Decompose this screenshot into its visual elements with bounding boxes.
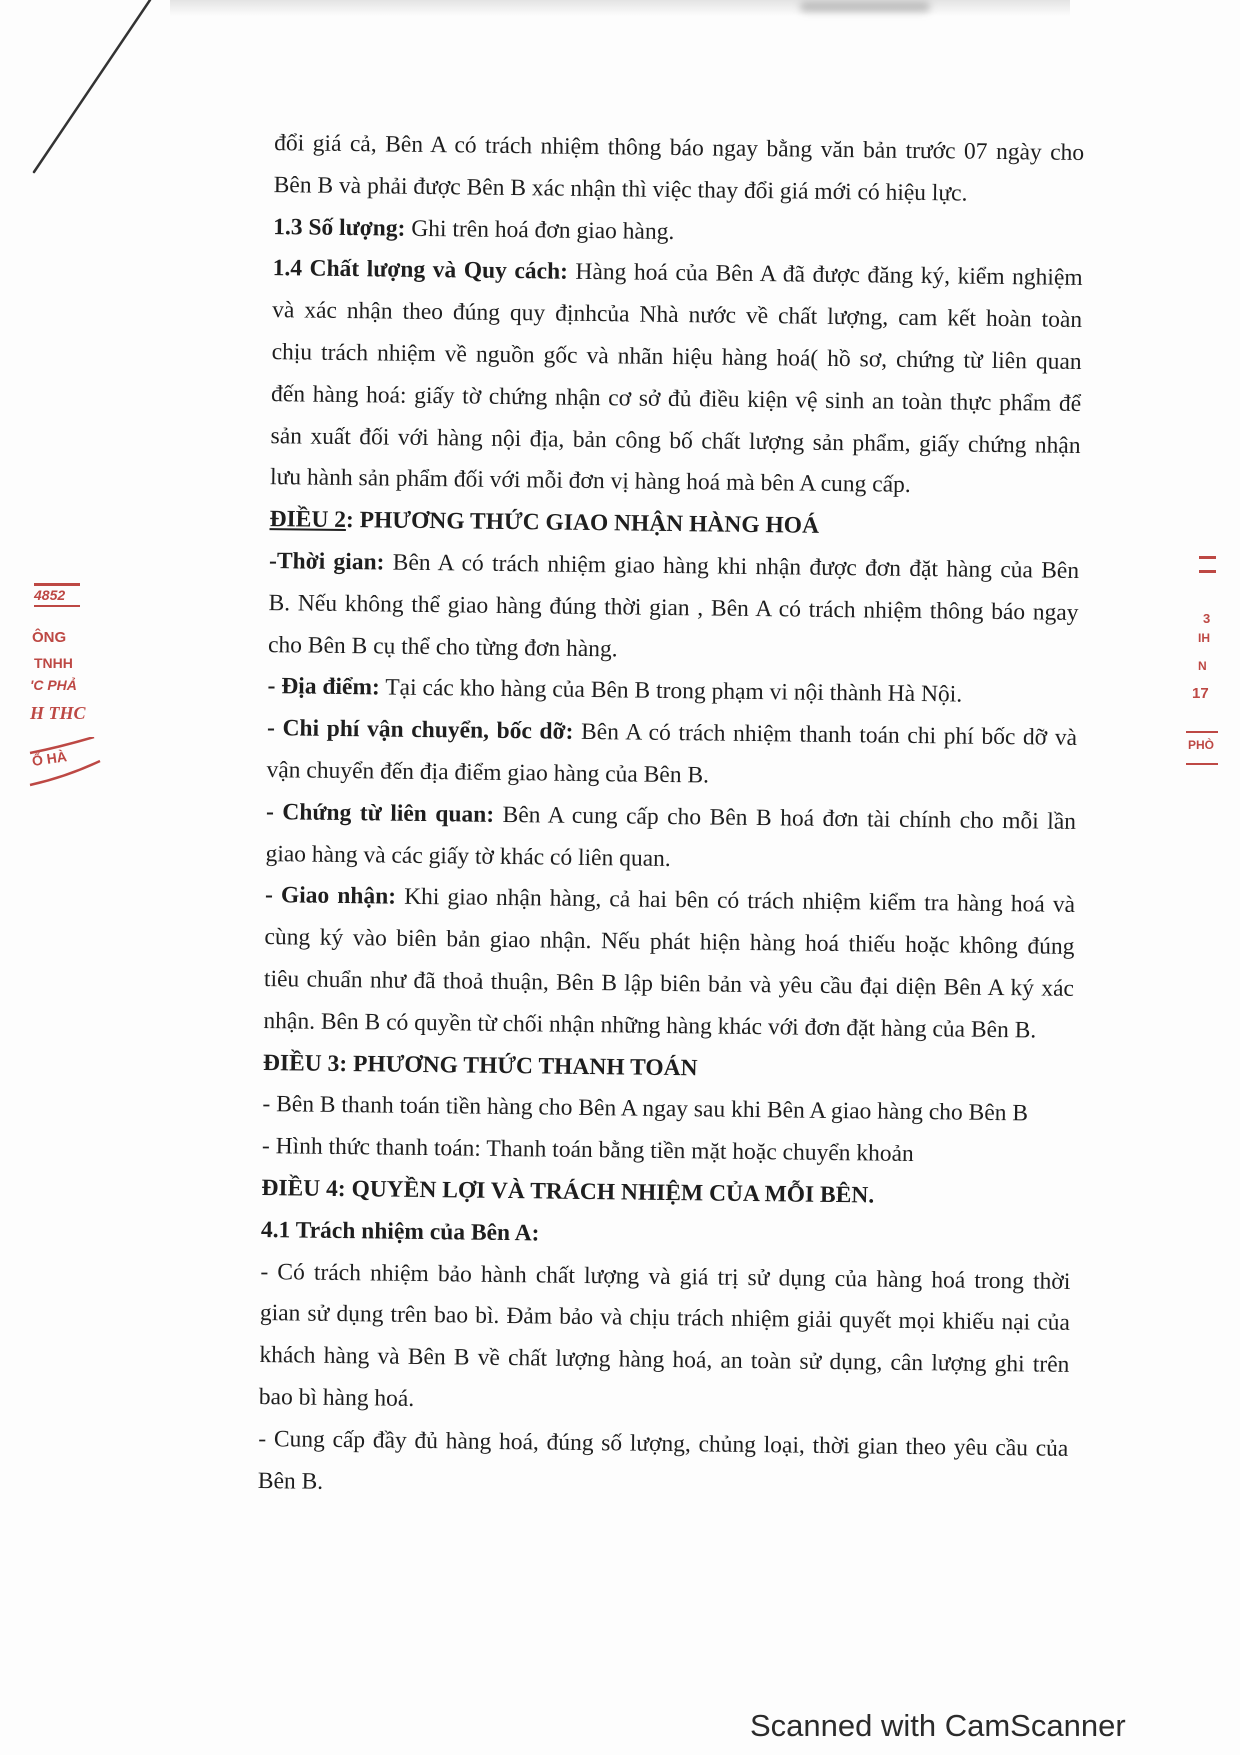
line-text: Bên A cung cấp cho Bên B hoá đơn tài chính cho mỗi lần <box>502 801 1077 835</box>
clause-label: - Địa điểm: <box>267 673 380 701</box>
line-text: giao hàng và các giấy tờ khác có liên quan. <box>265 840 671 872</box>
line-text: sản xuất đối với hàng nội địa, bản công bố chất lượng sản phẩm, giấy chứng nhận <box>270 422 1081 459</box>
clause-label: - Chứng từ liên quan: <box>265 798 495 828</box>
company-stamp-right-partial <box>1170 545 1230 775</box>
line-text: vận chuyển đến địa điểm giao hàng của Bên B. <box>266 757 710 789</box>
clause-label: - Giao nhận: <box>264 882 397 910</box>
company-stamp-left-partial <box>0 575 110 790</box>
stamp-rule <box>1199 570 1216 573</box>
stamp-text: N <box>1198 659 1207 673</box>
line-text: cùng ký vào biên bản giao nhận. Nếu phát hiện hàng hoá thiếu hoặc không đúng <box>264 924 1075 961</box>
line-text: đến hàng hoá: giấy tờ chứng nhận cơ sở đủ điều kiện vệ sinh an toàn thực phẩm để <box>270 380 1082 417</box>
stamp-text: Ố HÀ <box>30 748 68 769</box>
scan-shadow <box>170 0 1070 16</box>
clause-label: 1.3 Số lượng: <box>273 213 406 242</box>
stamp-text: 17 <box>1192 685 1209 702</box>
stamp-rule <box>1186 731 1218 733</box>
line-text: Ghi trên hoá đơn giao hàng. <box>411 215 675 245</box>
camscanner-watermark: Scanned with CamScanner <box>750 1708 1126 1743</box>
stamp-text: TNHH <box>34 655 73 671</box>
line-text: - Bên B thanh toán tiền hàng cho Bên A ngay sau khi Bên A giao hàng cho Bên B <box>262 1091 1029 1127</box>
stamp-text: IH <box>1198 631 1210 645</box>
line-text: - Cung cấp đầy đủ hàng hoá, đúng số lượng, chủng loại, thời gian theo yêu cầu của <box>258 1425 1069 1462</box>
clause-label: - Chi phí vận chuyển, bốc dỡ: <box>266 715 574 745</box>
line-text: Bên B. <box>257 1467 324 1495</box>
stamp-text: 'C PHẢ <box>30 677 77 693</box>
line-text: B. Nếu không thể giao hàng đúng thời gian , Bên A có trách nhiệm thông báo ngay <box>268 589 1079 626</box>
article-number: ĐIỀU 2 <box>269 506 347 534</box>
stamp-text: 3 <box>1203 611 1211 626</box>
contract-text <box>258 123 1085 1512</box>
subsection-title: 4.1 Trách nhiệm của Bên A: <box>260 1216 540 1247</box>
line-text: Hàng hoá của Bên A đã được đăng ký, kiểm nghiệm <box>575 259 1083 292</box>
article-title: ĐIỀU 3: PHƯƠNG THỨC THANH TOÁN <box>262 1049 698 1081</box>
line-text: và xác nhận theo đúng quy địnhcủa Nhà nước về chất lượng, cam kết hoàn toàn <box>272 297 1083 334</box>
stamp-number: 4852 <box>34 587 66 603</box>
stamp-rule <box>1186 763 1218 765</box>
line-text: gian sử dụng trên bao bì. Đảm bảo và chịu trách nhiệm giải quyết mọi khiếu nại của <box>259 1300 1071 1337</box>
article-title: : PHƯƠNG THỨC GIAO NHẬN HÀNG HOÁ <box>345 507 820 539</box>
stamp-text: PHÒ <box>1188 738 1215 752</box>
line-text: tiêu chuẩn như đã thoả thuận, Bên B lập biên bản và yêu cầu đại diện Bên A ký xác <box>263 965 1075 1002</box>
article-title: ĐIỀU 4: QUYỀN LỢI VÀ TRÁCH NHIỆM CỦA MỖI BÊN. <box>261 1174 875 1209</box>
line-text: Khi giao nhận hàng, cả hai bên có trách nhiệm kiểm tra hàng hoá và <box>403 884 1076 919</box>
line-text: đổi giá cả, Bên A có trách nhiệm thông báo ngay bằng văn bản trước 07 ngày cho <box>274 130 1085 166</box>
line-text: - Có trách nhiệm bảo hành chất lượng và giá trị sử dụng của hàng hoá trong thời <box>260 1258 1071 1295</box>
scan-smudge <box>800 2 930 12</box>
line-text: - Hình thức thanh toán: Thanh toán bằng tiền mặt hoặc chuyển khoản <box>261 1133 914 1168</box>
line-text: Tại các kho hàng của Bên B trong phạm vi nội thành Hà Nội. <box>385 674 963 708</box>
line-text: chịu trách nhiệm về nguồn gốc và nhãn hiệu hàng hoá( hồ sơ, chứng từ liên quan <box>271 339 1082 375</box>
stamp-rule <box>1199 556 1216 559</box>
line-text: bao bì hàng hoá. <box>258 1383 415 1412</box>
stamp-text: ÔNG <box>32 629 67 646</box>
clause-label: 1.4 Chất lượng và Quy cách: <box>272 255 569 286</box>
line-text: Bên A có trách nhiệm thanh toán chi phí bốc dỡ và <box>580 719 1078 752</box>
stamp-rule <box>34 605 80 607</box>
clause-label: -Thời gian: <box>268 548 385 576</box>
line-text: Bên B và phải được Bên B xác nhận thì việc thay đổi giá mới có hiệu lực. <box>273 171 968 207</box>
line-text: nhận. Bên B có quyền từ chối nhận những hàng khác với đơn đặt hàng của Bên B. <box>263 1007 1037 1044</box>
line-text: Bên A có trách nhiệm giao hàng khi nhận được đơn đặt hàng của Bên <box>392 549 1080 584</box>
line-text: khách hàng và Bên B về chất lượng hàng hoá, an toàn sử dụng, cân lượng ghi trên <box>259 1342 1070 1379</box>
pen-stroke-mark <box>0 0 160 180</box>
line-text: lưu hành sản phẩm đối với mỗi đơn vị hàng hoá mà bên A cung cấp. <box>269 464 911 499</box>
stamp-rule <box>34 583 80 586</box>
stamp-text: H THC <box>30 703 86 723</box>
line-text: cho Bên B cụ thể cho từng đơn hàng. <box>267 631 618 662</box>
